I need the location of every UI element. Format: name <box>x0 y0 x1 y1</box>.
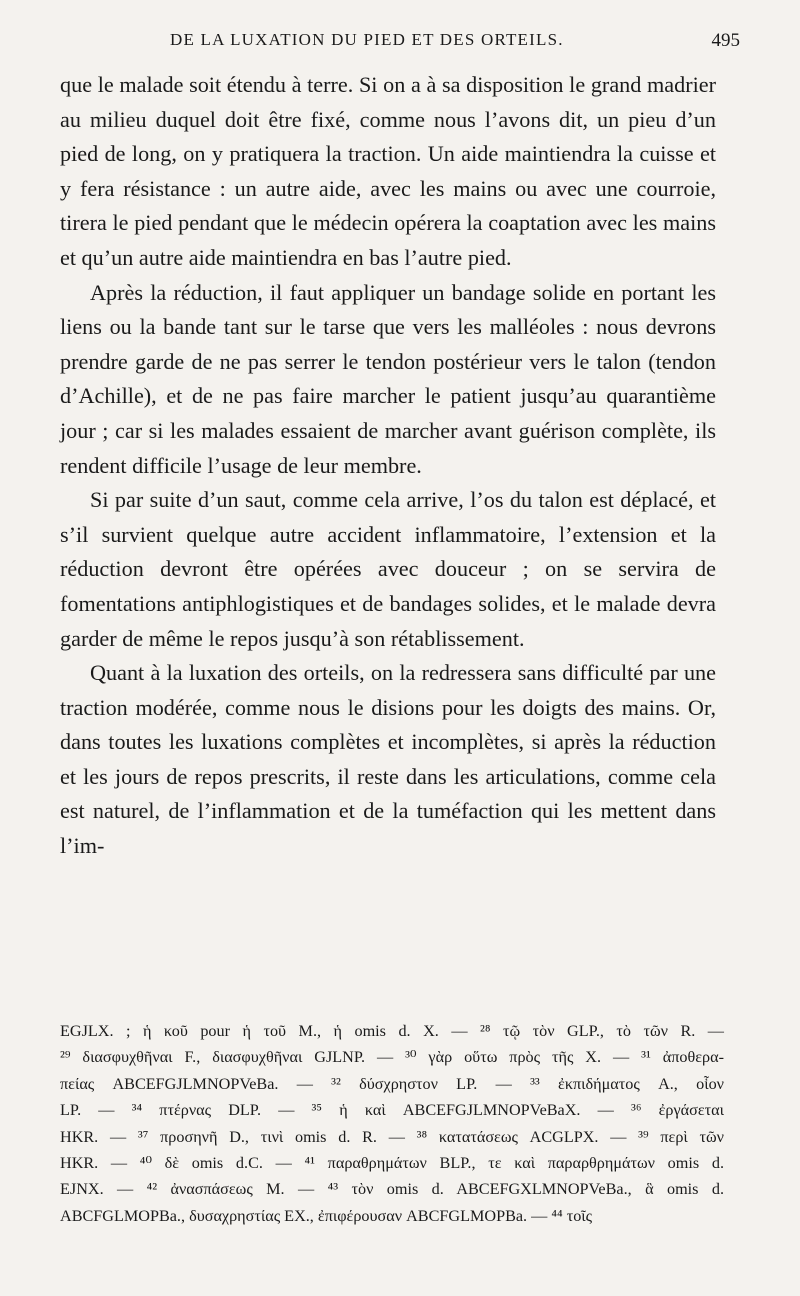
footnote-line: ABCFGLMOPBa., δυσαχρηστίας EX., ἐπιφέρουσαν ABCFGLMOPBa. — ⁴⁴ τοῖς <box>60 1206 593 1225</box>
page-number: 495 <box>711 30 740 51</box>
main-text <box>60 68 716 864</box>
footnotes <box>60 1018 724 1229</box>
footnote-line: LP. — ³⁴ πτέρνας DLP. — ³⁵ ἡ καὶ ABCEFGJLMNOPVeBaX. — ³⁶ ἐργάσεται <box>60 1101 724 1120</box>
footnote-line: ²⁹ διασφυχθῆναι F., διασφυχθῆναι GJLNP. — ³⁰ γὰρ οὕτω πρὸς τῆς X. — ³¹ ἀποθερα- <box>60 1048 724 1067</box>
paragraph: Après la réduction, il faut appliquer un bandage solide en portant les liens ou la bande tant sur le tarse que vers les malléoles : nous devrons prendre garde de ne pas serrer le tendon postérieur vers le talon (tendon d’Achille), et de ne pas faire marcher le patient jusqu’au quarantième jour ; car si les malades essaient de marcher avant guérison complète, ils rendent difficile l’usage de leur membre. <box>60 279 716 478</box>
running-title: DE LA LUXATION DU PIED ET DES ORTEILS. <box>170 30 564 49</box>
footnote-line: πείας ABCEFGJLMNOPVeBa. — ³² δύσχρηστον LP. — ³³ ἐκπιδήματος A., οἷον <box>60 1074 724 1093</box>
paragraph: Quant à la luxation des orteils, on la redressera sans difficulté par une traction modérée, comme nous le disions pour les doigts des mains. Or, dans toutes les luxations complètes et incomplètes, si après la réduction et les jours de repos prescrits, il reste dans les articulations, comme cela est naturel, de l’inflammation et de la tuméfaction qui les mettent dans l’im- <box>60 660 716 859</box>
page-header <box>60 30 740 60</box>
footnote-line: HKR. — ³⁷ προσηνῆ D., τινὶ omis d. R. — ³⁸ κατατάσεως ACGLPX. — ³⁹ περὶ τῶν <box>60 1127 724 1146</box>
paragraph: Si par suite d’un saut, comme cela arrive, l’os du talon est déplacé, et s’il survient quelque autre accident inflammatoire, l’extension et la réduction devront être opérées avec douceur ; on se servira de fomentations antiphlogistiques et de bandages solides, et le malade devra garder de même le repos jusqu’à son rétablissement. <box>60 487 716 651</box>
footnote-line: HKR. — ⁴⁰ δὲ omis d.C. — ⁴¹ παραθρημάτων BLP., τε καὶ παραρθρημάτων omis d. <box>60 1154 724 1173</box>
footnote-line: EJNX. — ⁴² ἀνασπάσεως M. — ⁴³ τὸν omis d. ABCEFGXLMNOPVeBa., ἃ omis d. <box>60 1180 724 1199</box>
footnote-line: EGJLX. ; ἡ κοῦ pour ἡ τοῦ M., ἡ omis d. X. — ²⁸ τῷ τὸν GLP., τὸ τῶν R. — <box>60 1022 724 1040</box>
paragraph: que le malade soit étendu à terre. Si on a à sa disposition le grand madrier au milieu duquel doit être fixé, comme nous l’avons dit, un pieu d’un pied de long, on y pratiquera la traction. Un aide maintiendra la cuisse et y fera résistance : un autre aide, avec les mains ou avec une courroie, tirera le pied pendant que le médecin opérera la coaptation avec les mains et qu’un autre aide maintiendra en bas l’autre pied. <box>60 72 716 270</box>
